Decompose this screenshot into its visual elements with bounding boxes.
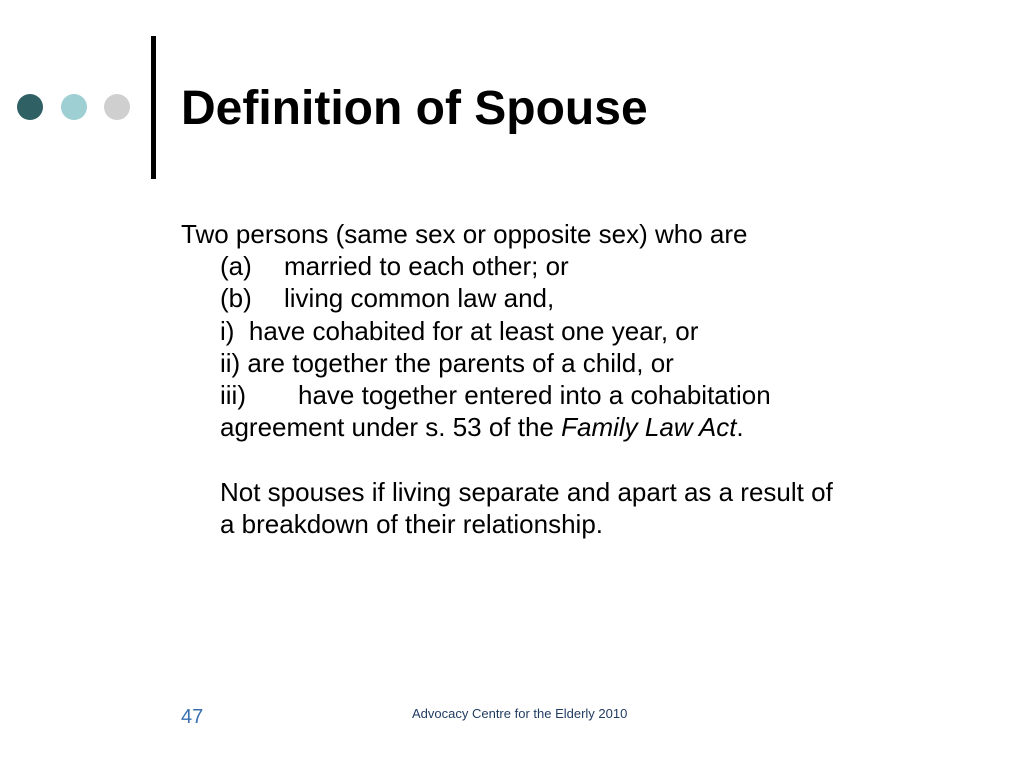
list-item-b [181,282,981,314]
note-line-2: a breakdown of their relationship. [220,508,604,539]
condition-ii: ii) are together the parents of a child, or [220,347,674,378]
condition-iii-marker: iii) [220,379,246,410]
act-name: Family Law Act [561,412,737,443]
intro-line: Two persons (same sex or opposite sex) who are [181,219,748,249]
paragraph-gap [181,443,981,475]
list-marker-a: (a) [220,251,252,282]
decorative-dot-grey [104,94,130,120]
list-text-a: married to each other; or [284,251,569,282]
decorative-dot-teal [61,94,87,120]
list-marker-b: (b) [220,283,252,314]
decorative-dot-dark [17,94,43,120]
condition-iii [181,379,981,411]
condition-iii-cont-suffix: . [736,412,744,443]
footer-text: Advocacy Centre for the Elderly 2010 [412,706,628,721]
condition-iii-cont-prefix: agreement under s. 53 of the [220,412,562,443]
condition-iii-text: have together entered into a cohabitation [298,379,771,410]
slide-title: Definition of Spouse [181,82,648,135]
title-divider [151,36,156,179]
condition-i: i) have cohabited for at least one year, or [220,315,699,346]
note-line-1: Not spouses if living separate and apart as a result of [220,476,833,507]
slide-body [181,218,981,540]
list-text-b: living common law and, [284,283,555,314]
slide-number: 47 [181,706,204,728]
list-item-a [181,250,981,282]
condition-iii-continuation [181,411,981,443]
